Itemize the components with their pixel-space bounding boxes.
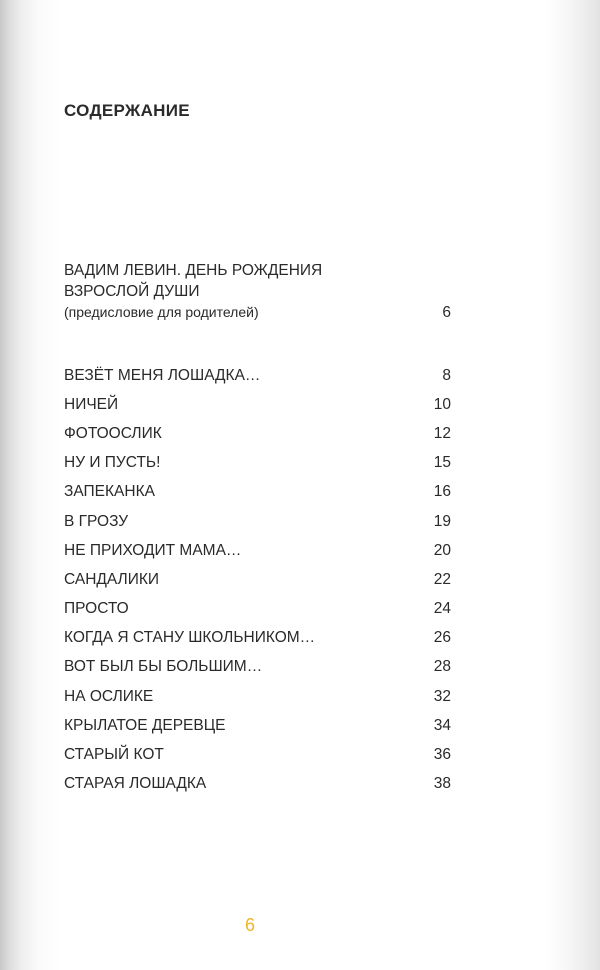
toc-entry-title: КОГДА Я СТАНУ ШКОЛЬНИКОМ… bbox=[64, 629, 316, 647]
toc-entry-page: 19 bbox=[433, 512, 451, 530]
toc-entry[interactable] bbox=[64, 770, 451, 799]
toc-entry-page: 34 bbox=[433, 716, 451, 734]
toc-entry-title: СТАРЫЙ КОТ bbox=[64, 746, 164, 764]
toc-entry-page: 10 bbox=[433, 395, 451, 413]
toc-entry-page: 32 bbox=[433, 687, 451, 705]
toc-entry-title: ЗАПЕКАНКА bbox=[64, 483, 155, 501]
toc-entry-page: 38 bbox=[433, 775, 451, 793]
toc-entry-title: В ГРОЗУ bbox=[64, 512, 129, 530]
toc-entry-title: ФОТООСЛИК bbox=[64, 424, 162, 442]
toc-entry-page: 24 bbox=[433, 600, 451, 618]
toc-entry-page: 26 bbox=[433, 629, 451, 647]
preface-subtitle: (предисловие для родителей) bbox=[64, 304, 259, 320]
toc-entry-page: 20 bbox=[433, 541, 451, 559]
toc-entry[interactable] bbox=[64, 624, 451, 653]
toc-entries bbox=[64, 361, 451, 799]
toc-entry-title: ПРОСТО bbox=[64, 600, 129, 618]
toc-entry[interactable] bbox=[64, 682, 451, 711]
preface-title-line-1: ВАДИМ ЛЕВИН. ДЕНЬ РОЖДЕНИЯ bbox=[64, 262, 323, 279]
toc-entry-page: 28 bbox=[433, 658, 451, 676]
page-title: СОДЕРЖАНИЕ bbox=[64, 101, 190, 120]
toc-entry[interactable] bbox=[64, 740, 451, 769]
toc-entry-title: КРЫЛАТОЕ ДЕРЕВЦЕ bbox=[64, 716, 226, 734]
toc-entry[interactable] bbox=[64, 653, 451, 682]
toc-entry[interactable] bbox=[64, 449, 451, 478]
toc-entry[interactable] bbox=[64, 390, 451, 419]
toc-entry-page: 12 bbox=[433, 424, 451, 442]
toc-entry-page: 15 bbox=[433, 454, 451, 472]
toc-entry[interactable] bbox=[64, 565, 451, 594]
toc-entry-title: НЕ ПРИХОДИТ МАМА… bbox=[64, 541, 242, 559]
toc-entry[interactable] bbox=[64, 478, 451, 507]
toc-entry-page: 8 bbox=[442, 366, 451, 384]
toc-entry[interactable] bbox=[64, 361, 451, 390]
toc-entry[interactable] bbox=[64, 711, 451, 740]
page-number: 6 bbox=[244, 915, 255, 935]
toc-entry-title: ВЕЗЁТ МЕНЯ ЛОШАДКА… bbox=[64, 366, 261, 384]
toc-entry-title: НА ОСЛИКЕ bbox=[64, 687, 154, 705]
toc-entry[interactable] bbox=[64, 419, 451, 448]
toc-entry-page: 16 bbox=[433, 483, 451, 501]
toc-preface-entry[interactable] bbox=[64, 260, 451, 324]
toc-entry[interactable] bbox=[64, 595, 451, 624]
preface-page-number: 6 bbox=[442, 304, 451, 321]
toc-entry-page: 36 bbox=[433, 746, 451, 764]
toc-entry-page: 22 bbox=[433, 570, 451, 588]
toc-entry[interactable] bbox=[64, 507, 451, 536]
toc-entry[interactable] bbox=[64, 536, 451, 565]
table-of-contents bbox=[64, 260, 451, 799]
toc-entry-title: САНДАЛИКИ bbox=[64, 570, 160, 588]
toc-entry-title: СТАРАЯ ЛОШАДКА bbox=[64, 775, 207, 793]
toc-entry-title: НИЧЕЙ bbox=[64, 395, 119, 413]
toc-entry-title: НУ И ПУСТЬ! bbox=[64, 454, 161, 472]
toc-entry-title: ВОТ БЫЛ БЫ БОЛЬШИМ… bbox=[64, 658, 263, 676]
preface-title-line-2: ВЗРОСЛОЙ ДУШИ bbox=[64, 283, 200, 300]
